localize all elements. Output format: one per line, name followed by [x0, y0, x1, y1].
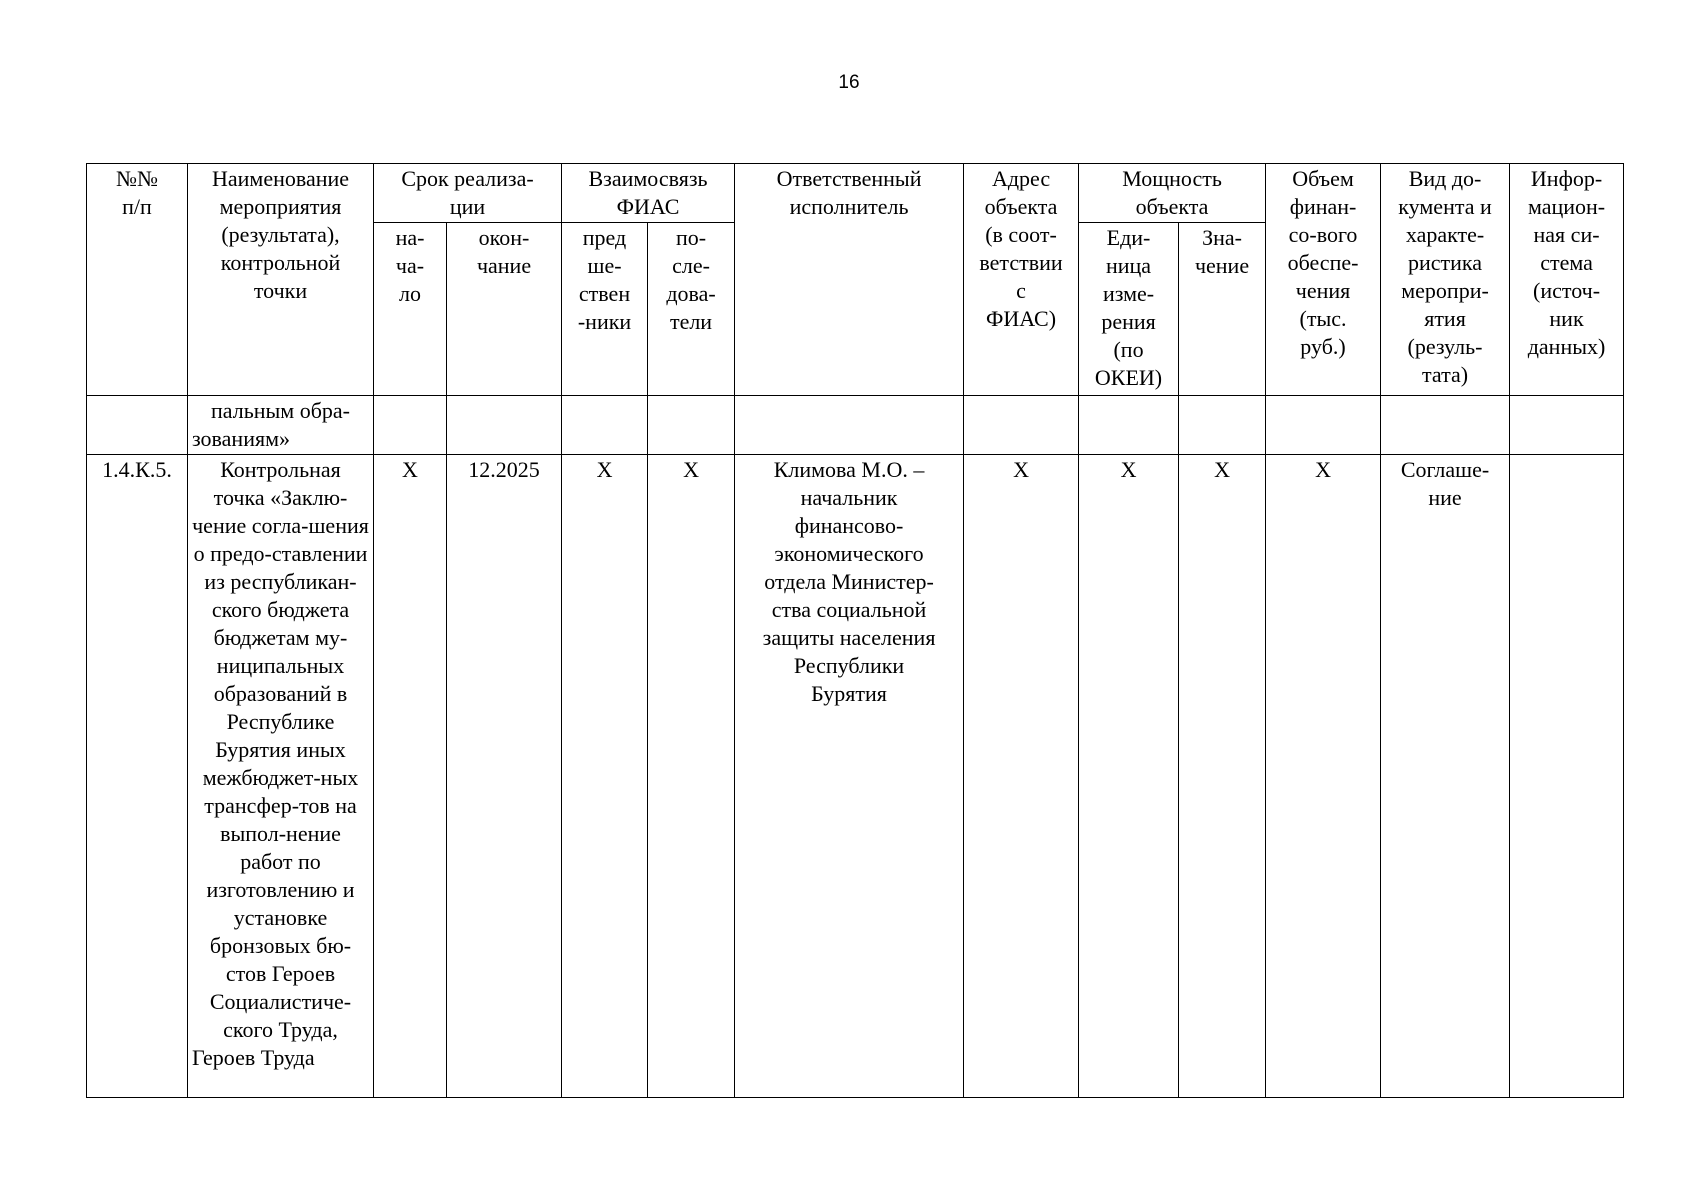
- cell-unit: Х: [1079, 455, 1179, 1098]
- cell-finance: [1266, 396, 1381, 455]
- cell-info-system: [1510, 455, 1624, 1098]
- header-responsible: Ответственный исполнитель: [735, 164, 964, 396]
- header-finance: Объем финан- со-вого обеспе- чения (тыс. руб.): [1266, 164, 1381, 396]
- cell-info-system: [1510, 396, 1624, 455]
- activity-plan-table: [86, 163, 1624, 1098]
- header-link-next: по- сле- дова- тели: [648, 223, 735, 396]
- cell-address: [964, 396, 1079, 455]
- cell-prev: Х: [562, 455, 648, 1098]
- cell-start: [374, 396, 447, 455]
- cell-num: 1.4.К.5.: [87, 455, 188, 1098]
- cell-finance: Х: [1266, 455, 1381, 1098]
- cell-value: [1179, 396, 1266, 455]
- header-term-end: окон- чание: [447, 223, 562, 396]
- header-capacity: Мощность объекта: [1079, 164, 1266, 223]
- table-row: [87, 455, 1624, 1098]
- cell-doc-type: Соглаше- ние: [1381, 455, 1510, 1098]
- header-num: №№ п/п: [87, 164, 188, 396]
- cell-name: пальным обра-зованиям»: [188, 396, 374, 455]
- page-number: 16: [838, 72, 860, 93]
- header-link-prev: пред ше- ствен -ники: [562, 223, 648, 396]
- cell-next: Х: [648, 455, 735, 1098]
- header-term-start: на- ча- ло: [374, 223, 447, 396]
- cell-address: Х: [964, 455, 1079, 1098]
- header-doc-type: Вид до- кумента и характе- ристика меропри- ятия (резуль- тата): [1381, 164, 1510, 396]
- cell-end: [447, 396, 562, 455]
- cell-responsible: [735, 396, 964, 455]
- cell-prev: [562, 396, 648, 455]
- header-capacity-unit: Еди- ница изме- рения (по ОКЕИ): [1079, 223, 1179, 396]
- table-row: [87, 396, 1624, 455]
- header-address: Адрес объекта (в соот- ветствии с ФИАС): [964, 164, 1079, 396]
- cell-responsible: Климова М.О. – начальник финансово- экономического отдела Министер- ства социальной защиты населения Республики Бурятия: [735, 455, 964, 1098]
- header-row-top: [87, 164, 1624, 223]
- cell-doc-type: [1381, 396, 1510, 455]
- cell-unit: [1079, 396, 1179, 455]
- cell-value: Х: [1179, 455, 1266, 1098]
- cell-start: Х: [374, 455, 447, 1098]
- cell-end: 12.2025: [447, 455, 562, 1098]
- header-name: Наименование мероприятия (результата), контрольной точки: [188, 164, 374, 396]
- cell-name: Контрольная точка «Заклю-чение согла-шения о предо-ставлении из республикан-ского бюджета бюджетам му-ниципальных образований в Республике Бурятия иных межбюджет-ных трансфер-тов на выпол-нение работ по изготовлению и установке бронзовых бю-стов Героев Социалистиче-ского Труда, Героев Труда: [188, 455, 374, 1098]
- header-info-system: Инфор- мацион- ная си- стема (источ- ник данных): [1510, 164, 1624, 396]
- header-term: Срок реализа- ции: [374, 164, 562, 223]
- cell-next: [648, 396, 735, 455]
- header-capacity-value: Зна- чение: [1179, 223, 1266, 396]
- cell-num: [87, 396, 188, 455]
- header-link: Взаимосвязь ФИАС: [562, 164, 735, 223]
